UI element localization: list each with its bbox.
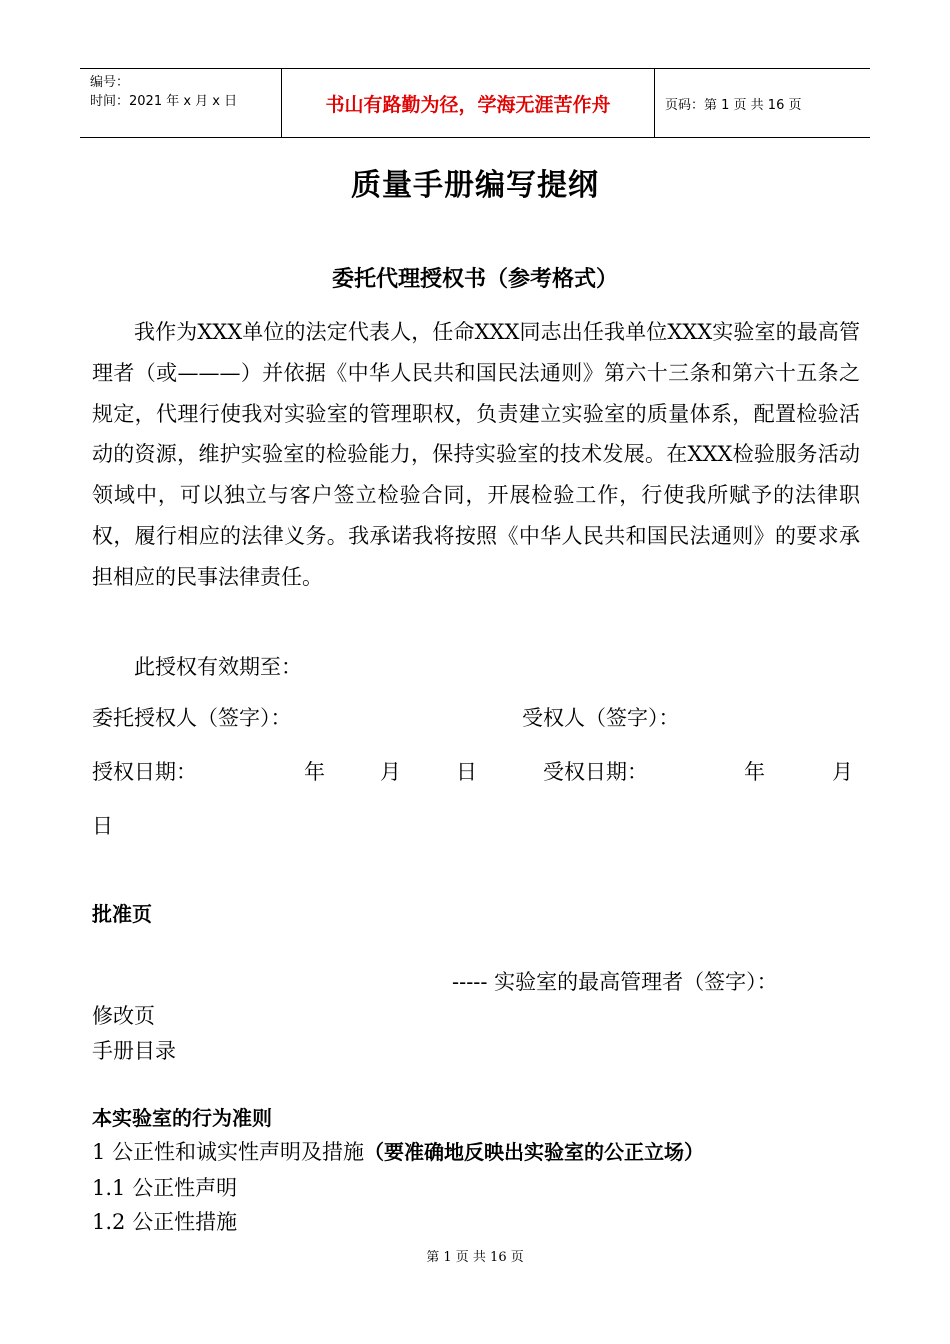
page-header [80, 68, 870, 138]
auth-date-label: 授权日期： [92, 760, 197, 784]
header-motto: 书山有路勤为径，学海无涯苦作舟 [281, 69, 655, 137]
document-title: 质量手册编写提纲 [351, 168, 599, 203]
document-subtitle: 委托代理授权书（参考格式） [331, 267, 618, 292]
authorization-paragraph: 我作为XXX单位的法定代表人，任命XXX同志出任我单位XXX实验室的最高管理者（或———）并依据《中华人民共和国民法通则》第六十三条和第六十五条之规定，代理行使我对实验室的管理职权，负责建立实验室的质量体系，配置检验活动的资源，维护实验室的检验能力，保持实验室的技术发展。在XXX检验服务活动领域中，可以独立与客户签立检验合同，开展检验工作，行使我所赋予的法律职权，履行相应的法律义务。我承诺我将按照《中华人民共和国民法通则》的要求承担相应的民事法律责任。 [92, 320, 860, 589]
section-1-2: 1.2 公正性措施 [92, 1210, 238, 1234]
auth-date-month: 月 [380, 760, 401, 784]
principal-sign-line: 委托授权人（签字）： [92, 706, 292, 730]
validity-line: 此授权有效期至： [134, 655, 302, 679]
header-meta [80, 69, 281, 137]
manual-toc-heading: 手册目录 [92, 1039, 176, 1063]
manager-sign-line: ----- 实验室的最高管理者（签字）： [452, 970, 778, 994]
accept-date-label: 受权日期： [543, 760, 648, 784]
agent-sign-line: 受权人（签字）： [522, 706, 680, 730]
code-of-conduct-heading: 本实验室的行为准则 [92, 1106, 272, 1130]
section-1-note: （要准确地反映出实验室的公正立场） [364, 1140, 705, 1164]
section-1-heading [92, 1136, 704, 1166]
auth-date-year: 年 [304, 760, 325, 784]
revision-page-heading: 修改页 [92, 1004, 155, 1028]
auth-date-day: 日 [456, 760, 477, 784]
section-1-1: 1.1 公正性声明 [92, 1176, 238, 1200]
accept-date-month: 月 [832, 760, 853, 784]
header-time-label: 时间：2021 年 x 月 x 日 [90, 94, 238, 109]
page-footer: 第 1 页 共 16 页 [426, 1250, 524, 1265]
header-number-label: 编号： [90, 75, 130, 90]
accept-date-day: 日 [92, 814, 113, 838]
accept-date-year: 年 [744, 760, 765, 784]
section-1-title: 1 公正性和诚实性声明及措施 [92, 1140, 365, 1164]
header-page-info: 页码：第 1 页 共 16 页 [665, 97, 802, 113]
approval-page-heading: 批准页 [92, 902, 152, 926]
